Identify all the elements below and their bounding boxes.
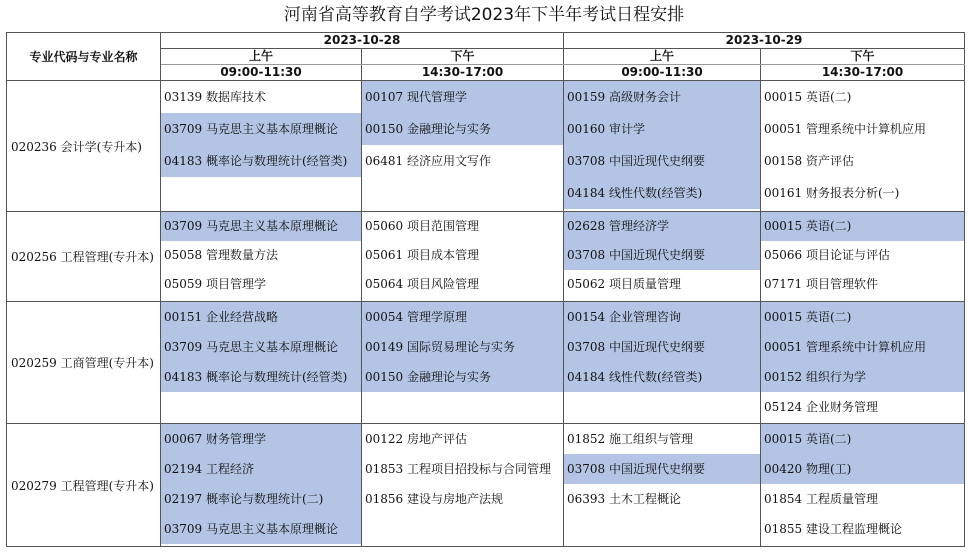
- course-item: 00150 金融理论与实务: [362, 362, 563, 392]
- course-item: 00160 审计学: [564, 113, 760, 145]
- table-row: [7, 212, 965, 302]
- am-time-header: 09:00-11:30: [564, 65, 761, 81]
- course-item: 00051 管理系统中计算机应用: [761, 332, 964, 362]
- course-item: 03708 中国近现代史纲要: [564, 332, 760, 362]
- course-item: 05066 项目论证与评估: [764, 248, 891, 262]
- exam-slot-cell: [362, 81, 564, 212]
- course-item: 05059 项目管理学: [164, 277, 266, 291]
- course-item: 02197 概率论与数理统计(二): [161, 484, 361, 514]
- course-item: 00159 高级财务会计: [564, 81, 760, 113]
- course-item: 00107 现代管理学: [362, 81, 563, 113]
- pm-time-header: 14:30-17:00: [761, 65, 965, 81]
- exam-slot-cell: [564, 302, 761, 424]
- course-item: 00150 金融理论与实务: [362, 113, 563, 145]
- course-item: 02628 管理经济学: [564, 212, 760, 241]
- course-item: 00151 企业经营战略: [161, 302, 361, 332]
- course-item: 05064 项目风险管理: [365, 277, 479, 291]
- course-item: 00122 房地产评估: [365, 432, 467, 446]
- pm-header: 下午: [761, 49, 965, 65]
- exam-slot-cell: [564, 81, 761, 212]
- pm-time-header: 14:30-17:00: [362, 65, 564, 81]
- table-row: [7, 424, 965, 547]
- course-item: 00051 管理系统中计算机应用: [764, 122, 927, 136]
- schedule-body: [7, 81, 965, 547]
- schedule-table: [6, 32, 965, 547]
- course-item: 00054 管理学原理: [362, 302, 563, 332]
- exam-slot-cell: [362, 212, 564, 302]
- course-item: 05058 管理数量方法: [164, 248, 278, 262]
- course-item: 03708 中国近现代史纲要: [564, 241, 760, 270]
- exam-slot-cell: [161, 212, 362, 302]
- course-item: 01853 工程项目招投标与合同管理: [365, 462, 551, 476]
- course-item: 00154 企业管理咨询: [564, 302, 760, 332]
- course-item: 00015 英语(二): [761, 302, 964, 332]
- course-item: 03709 马克思主义基本原理概论: [161, 332, 361, 362]
- exam-slot-cell: [761, 212, 965, 302]
- exam-slot-cell: [761, 302, 965, 424]
- course-item: 00015 英语(二): [761, 424, 964, 454]
- table-row: [7, 302, 965, 424]
- major-name: 020256 工程管理(专升本): [7, 212, 161, 302]
- course-item: 03709 马克思主义基本原理概论: [161, 514, 361, 544]
- course-item: 00161 财务报表分析(一): [764, 186, 900, 200]
- course-item: 03139 数据库技术: [164, 90, 266, 104]
- pm-header: 下午: [362, 49, 564, 65]
- course-item: 06393 土木工程概论: [567, 492, 682, 506]
- course-item: 04184 线性代数(经管类): [564, 177, 760, 209]
- course-item: 01854 工程质量管理: [764, 492, 879, 506]
- course-item: 01852 施工组织与管理: [567, 432, 694, 446]
- date-header-2: 2023-10-29: [564, 33, 965, 49]
- course-item: 05124 企业财务管理: [764, 400, 879, 414]
- course-item: 04183 概率论与数理统计(经管类): [161, 362, 361, 392]
- exam-slot-cell: [564, 424, 761, 547]
- course-item: 00015 英语(二): [761, 212, 964, 241]
- am-header: 上午: [161, 49, 362, 65]
- course-item: 03709 马克思主义基本原理概论: [161, 212, 361, 241]
- exam-slot-cell: [161, 424, 362, 547]
- exam-slot-cell: [362, 424, 564, 547]
- am-time-header: 09:00-11:30: [161, 65, 362, 81]
- course-item: 00015 英语(二): [764, 90, 852, 104]
- exam-slot-cell: [161, 302, 362, 424]
- date-header-1: 2023-10-28: [161, 33, 564, 49]
- exam-slot-cell: [761, 424, 965, 547]
- course-item: 01856 建设与房地产法规: [365, 492, 503, 506]
- course-item: 00149 国际贸易理论与实务: [362, 332, 563, 362]
- exam-slot-cell: [761, 81, 965, 212]
- course-item: 06481 经济应用文写作: [365, 154, 491, 168]
- exam-slot-cell: [161, 81, 362, 212]
- exam-slot-cell: [564, 212, 761, 302]
- course-item: 05060 项目范围管理: [365, 219, 479, 233]
- course-item: 01855 建设工程监理概论: [764, 522, 903, 536]
- major-name: 020236 会计学(专升本): [7, 81, 161, 212]
- course-item: 03708 中国近现代史纲要: [564, 454, 760, 484]
- course-item: 07171 项目管理软件: [764, 277, 879, 291]
- course-item: 00158 资产评估: [764, 154, 855, 168]
- course-item: 05061 项目成本管理: [365, 248, 479, 262]
- exam-slot-cell: [362, 302, 564, 424]
- course-item: 04184 线性代数(经管类): [564, 362, 760, 392]
- course-item: 03709 马克思主义基本原理概论: [161, 113, 361, 145]
- page-title: 河南省高等教育自学考试2023年下半年考试日程安排: [283, 5, 685, 25]
- am-header: 上午: [564, 49, 761, 65]
- course-item: 05062 项目质量管理: [567, 277, 682, 291]
- table-row: [7, 81, 965, 212]
- major-name: 020279 工程管理(专升本): [7, 424, 161, 547]
- major-column-header: 专业代码与专业名称: [7, 33, 161, 81]
- course-item: 02194 工程经济: [161, 454, 361, 484]
- course-item: 04183 概率论与数理统计(经管类): [161, 145, 361, 177]
- course-item: 00067 财务管理学: [161, 424, 361, 454]
- course-item: 00152 组织行为学: [761, 362, 964, 392]
- course-item: 00420 物理(工): [761, 454, 964, 484]
- major-name: 020259 工商管理(专升本): [7, 302, 161, 424]
- course-item: 03708 中国近现代史纲要: [564, 145, 760, 177]
